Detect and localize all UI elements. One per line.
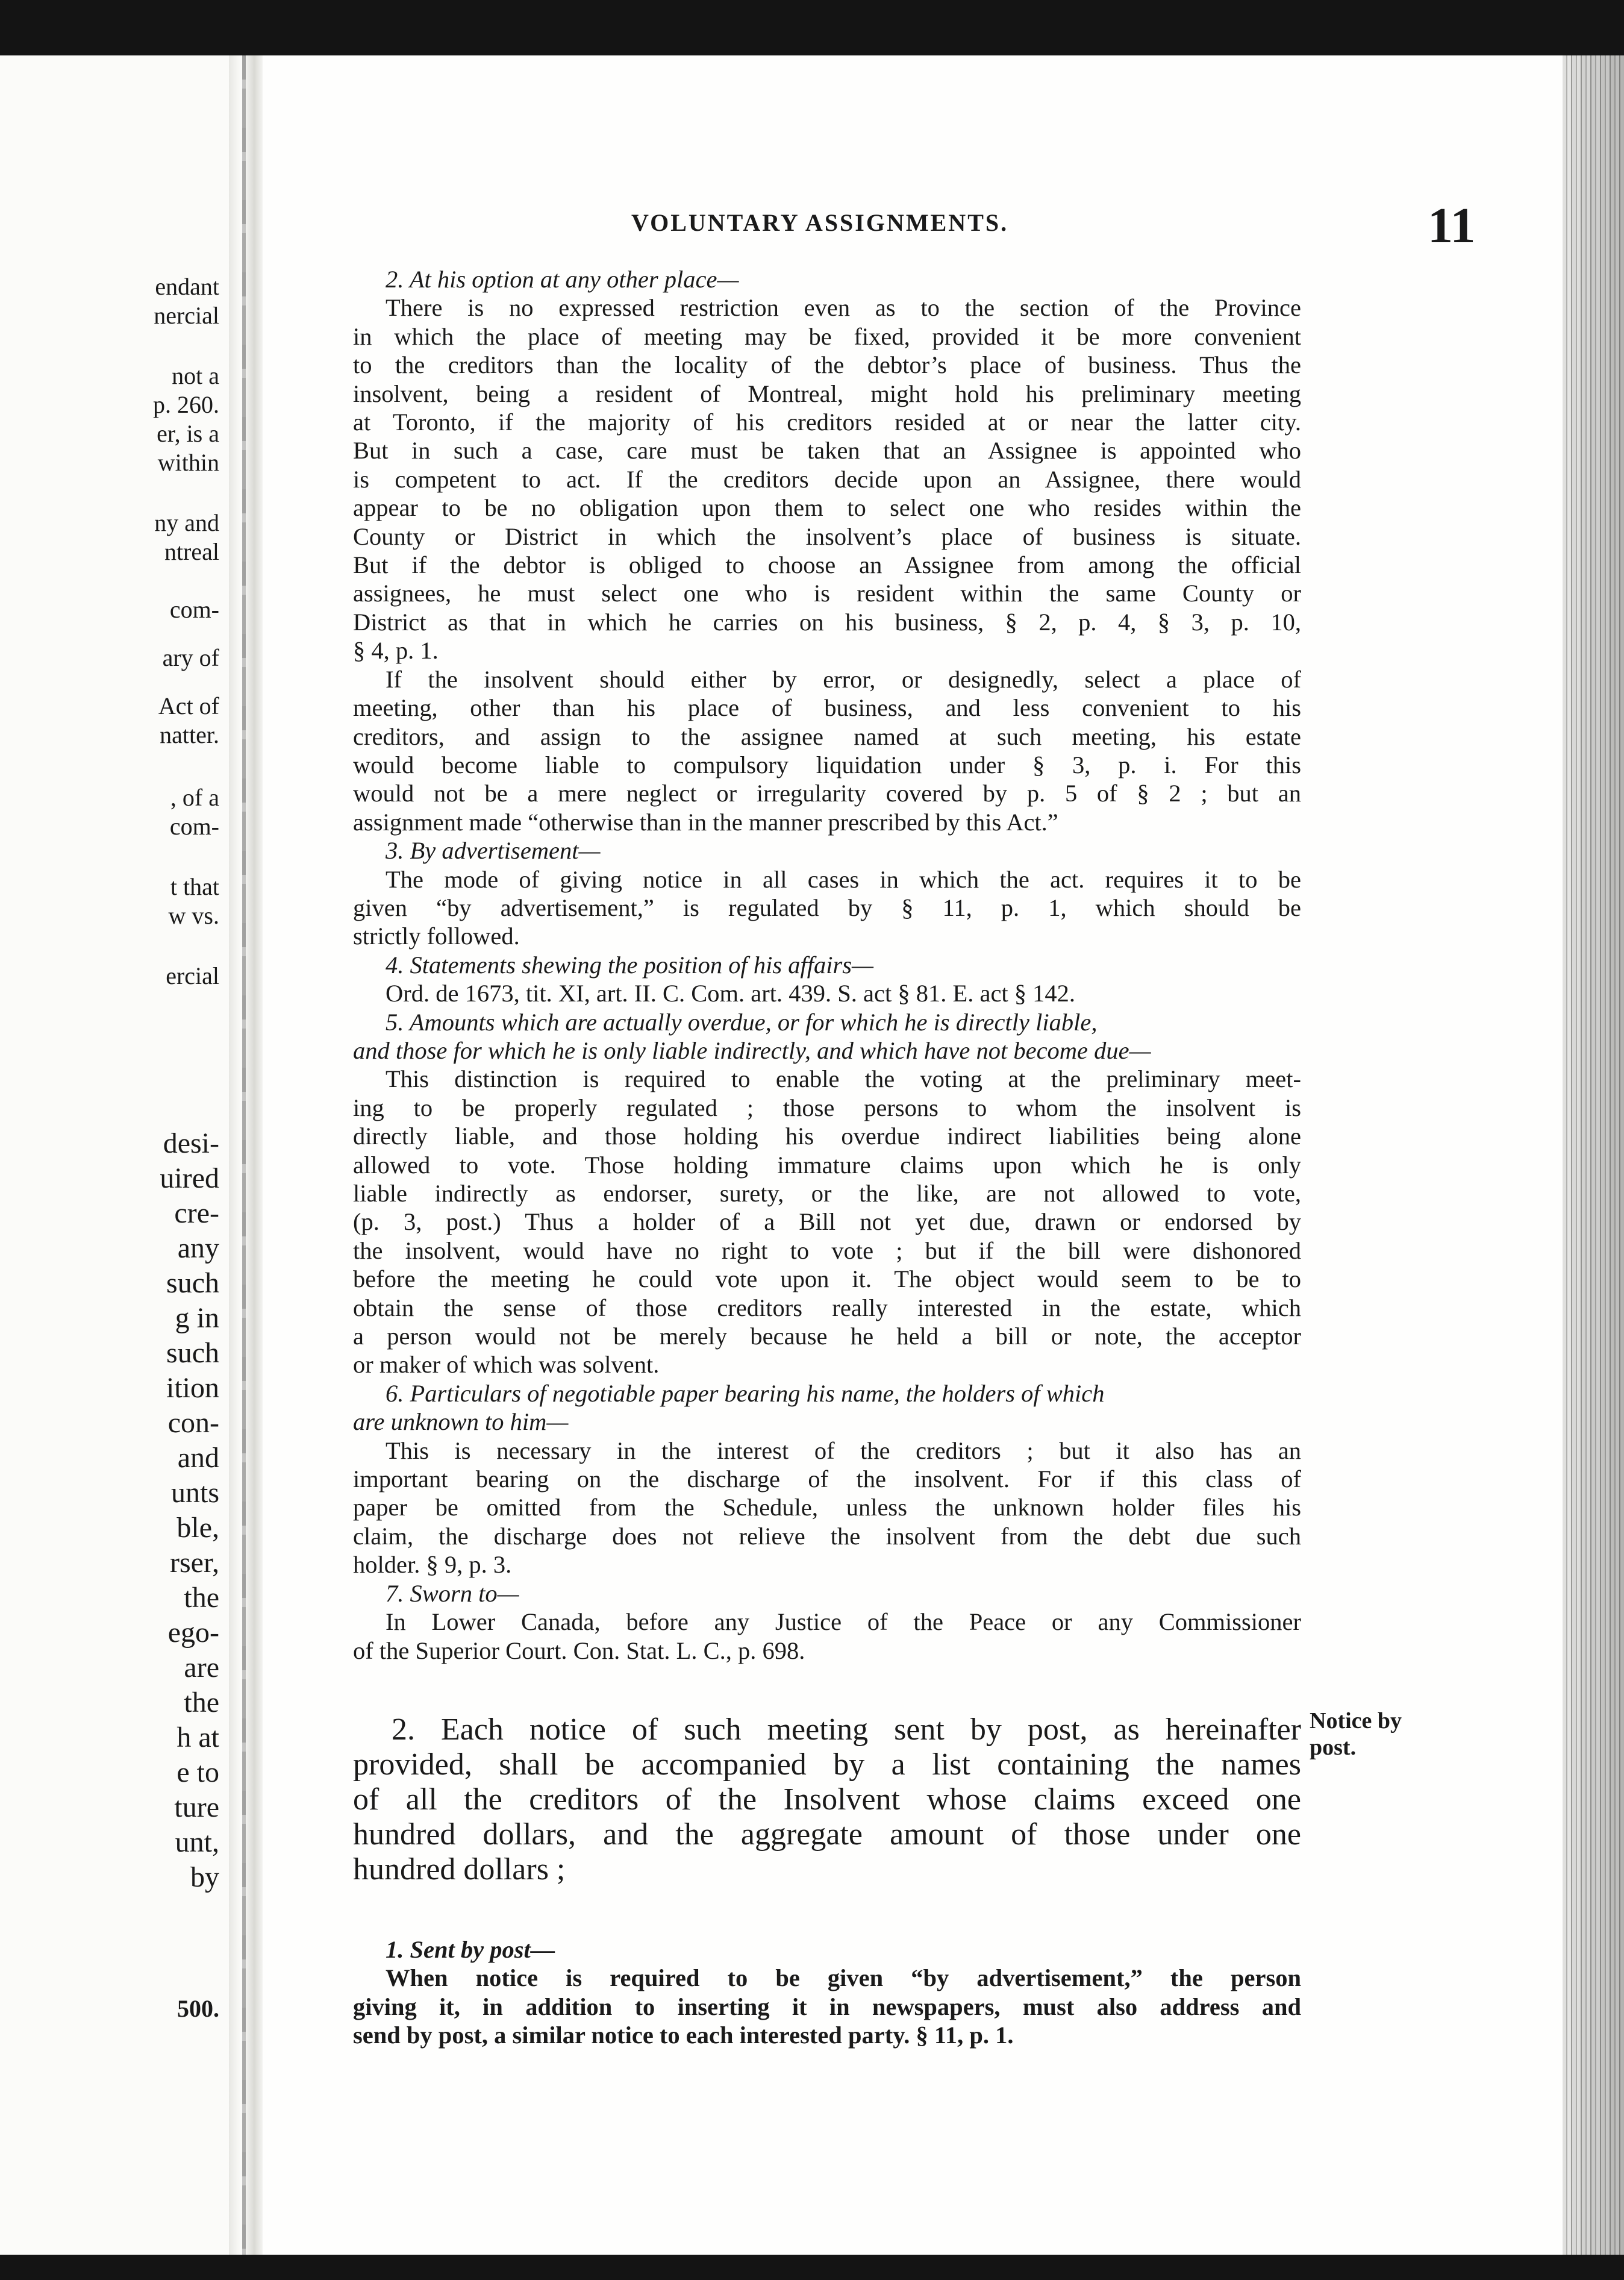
left-page-fragment: con- — [167, 1407, 219, 1439]
note-line: But in such a case, care must be taken that an Assignee is appointed who — [353, 437, 1301, 465]
left-page-fragment: any — [177, 1232, 219, 1264]
note-line: When notice is required to be given “by advertisement,” the person — [386, 1964, 1301, 1992]
left-page-fragment: er, is a — [157, 420, 219, 447]
note-line: assignees, he must select one who is resident within the same County or — [353, 580, 1301, 607]
note-line: send by post, a similar notice to each interested party. § 11, p. 1. — [353, 2022, 1014, 2049]
commentary-notes — [353, 265, 1301, 1665]
statute-section-2 — [353, 1712, 1301, 1887]
note-line: of the Superior Court. Con. Stat. L. C., p. 698. — [353, 1636, 805, 1664]
note-line: giving it, in addition to inserting it in newspapers, must also address and — [353, 1993, 1301, 2020]
note-line: liable indirectly as endorser, surety, or the like, are not allowed to vote, — [353, 1180, 1301, 1207]
note-line: (p. 3, post.) Thus a holder of a Bill not yet due, drawn or endorsed by — [353, 1208, 1301, 1236]
note-line: In Lower Canada, before any Justice of the Peace or any Commissioner — [386, 1608, 1301, 1636]
note-line: But if the debtor is obliged to choose an Assignee from among the official — [353, 551, 1301, 579]
note-line: given “by advertisement,” is regulated by § 11, p. 1, which should be — [353, 894, 1301, 921]
note-line: strictly followed. — [353, 922, 520, 950]
note-line: is competent to act. If the creditors decide upon an Assignee, there would — [353, 465, 1301, 493]
left-page-fragment: ture — [174, 1791, 219, 1823]
note-line: to the creditors than the locality of the debtor’s place of business. Thus the — [353, 351, 1301, 379]
page-number: 11 — [1428, 198, 1476, 254]
note-line: in which the place of meeting may be fixed, provided it be more convenient — [353, 322, 1301, 350]
left-page-fragment: ercial — [166, 962, 219, 989]
note-line: 2. At his option at any other place— — [386, 266, 739, 293]
statute-line: provided, shall be accompanied by a list containing the names — [353, 1747, 1301, 1782]
left-page-fragment: and — [177, 1442, 219, 1474]
statute-line: of all the creditors of the Insolvent whose claims exceed one — [353, 1782, 1301, 1817]
commentary-notes-bold — [353, 1935, 1301, 2050]
statute-line: 2. Each notice of such meeting sent by post, as hereinafter — [392, 1712, 1301, 1747]
note-line: the insolvent, would have no right to vote ; but if the bill were dishonored — [353, 1236, 1301, 1264]
left-page-fragment: ny and — [154, 509, 219, 536]
left-page-fragment: such — [166, 1337, 219, 1369]
note-line: 1. Sent by post— — [386, 1936, 555, 1963]
note-line: allowed to vote. Those holding immature claims upon which he is only — [353, 1151, 1301, 1179]
left-page-fragment: unts — [170, 1477, 219, 1509]
left-page-fragment: are — [184, 1652, 219, 1683]
left-page-fragment: rser, — [169, 1547, 219, 1579]
marginal-note: Notice by post. — [1310, 1708, 1402, 1760]
left-page-fragment: ition — [166, 1372, 219, 1404]
left-page-fragment: Act of — [158, 692, 219, 719]
note-line: important bearing on the discharge of the insolvent. For if this class of — [353, 1465, 1301, 1493]
note-line: 4. Statements shewing the position of his affairs— — [386, 951, 874, 979]
left-page-fragment: ble, — [176, 1512, 219, 1544]
note-line: at Toronto, if the majority of his creditors resided at or near the latter city. — [353, 409, 1301, 436]
left-page-fragment: , of a — [170, 784, 219, 811]
note-line: meeting, other than his place of business, and less convenient to his — [353, 694, 1301, 722]
note-line: If the insolvent should either by error, or designedly, select a place of — [386, 665, 1301, 693]
statute-line: hundred dollars ; — [353, 1852, 566, 1887]
note-line: claim, the discharge does not relieve the insolvent from the debt due such — [353, 1522, 1301, 1550]
note-line: would become liable to compulsory liquidation under § 3, p. i. For this — [353, 751, 1301, 778]
left-page-fragment: desi- — [163, 1127, 219, 1159]
note-line: County or District in which the insolvent’s place of business is situate. — [353, 522, 1301, 550]
note-line: directly liable, and those holding his overdue indirect liabilities being alone — [353, 1123, 1301, 1150]
note-line: This is necessary in the interest of the creditors ; but it also has an — [386, 1436, 1301, 1464]
left-page-fragment: cre- — [174, 1197, 219, 1229]
left-page-fragment: g in — [175, 1302, 219, 1334]
note-line: a person would not be merely because he held a bill or note, the acceptor — [353, 1323, 1301, 1350]
left-page-fragment: ego- — [167, 1617, 219, 1649]
left-page-fragment: by — [190, 1861, 219, 1893]
note-line: § 4, p. 1. — [353, 637, 439, 665]
note-line: or maker of which was solvent. — [353, 1351, 660, 1379]
book-gutter — [229, 55, 263, 2255]
left-page-fragment: 500. — [177, 1995, 219, 2022]
note-line: There is no expressed restriction even as to the section of the Province — [386, 294, 1301, 322]
note-line: would not be a mere neglect or irregularity covered by p. 5 of § 2 ; but an — [353, 780, 1301, 807]
left-page-fragment: the — [184, 1687, 219, 1718]
note-line: The mode of giving notice in all cases in which the act. requires it to be — [386, 865, 1301, 893]
left-page-fragment: within — [157, 449, 219, 476]
page-edges — [1563, 55, 1624, 2255]
note-line: and those for which he is only liable indirectly, and which have not become due— — [353, 1036, 1151, 1064]
left-page-fragment: t that — [170, 873, 219, 900]
note-line: 7. Sworn to— — [386, 1579, 519, 1607]
note-line: District as that in which he carries on his business, § 2, p. 4, § 3, p. 10, — [353, 608, 1301, 636]
left-page-fragment: e to — [176, 1756, 219, 1788]
note-line: paper be omitted from the Schedule, unless the unknown holder files his — [353, 1494, 1301, 1521]
left-page-fragment: such — [166, 1267, 219, 1299]
note-line: obtain the sense of those creditors really interested in the estate, which — [353, 1294, 1301, 1321]
running-title: VOLUNTARY ASSIGNMENTS. — [631, 209, 1009, 236]
note-line: Ord. de 1673, tit. XI, art. II. C. Com. art. 439. S. act § 81. E. act § 142. — [386, 980, 1076, 1007]
left-page-fragment: not a — [172, 362, 219, 389]
left-page-fragment: ntreal — [164, 538, 219, 565]
note-line: holder. § 9, p. 3. — [353, 1551, 512, 1579]
statute-line: hundred dollars, and the aggregate amount of those under one — [353, 1817, 1301, 1852]
page-edges-shade — [1563, 55, 1624, 2255]
left-page-fragment: com- — [169, 596, 219, 623]
left-page-fragment: w vs. — [168, 902, 219, 929]
left-page-fragment: h at — [176, 1721, 219, 1753]
note-line: before the meeting he could vote upon it. The object would seem to be to — [353, 1265, 1301, 1293]
note-line: assignment made “otherwise than in the manner prescribed by this Act.” — [353, 808, 1058, 836]
note-line: 5. Amounts which are actually overdue, or for which he is directly liable, — [386, 1008, 1098, 1036]
left-page-fragment: natter. — [160, 721, 219, 748]
note-line: 3. By advertisement— — [386, 837, 601, 865]
binding-edge — [242, 55, 246, 2255]
left-page-fragment: com- — [169, 813, 219, 840]
note-line: insolvent, being a resident of Montreal, might hold his preliminary meeting — [353, 380, 1301, 407]
left-page-fragment: endant — [155, 273, 219, 300]
previous-page-fragment — [0, 55, 236, 2255]
note-line: 6. Particulars of negotiable paper bearing his name, the holders of which — [386, 1379, 1105, 1407]
note-line: are unknown to him— — [353, 1408, 569, 1436]
left-page-fragment: uired — [160, 1162, 219, 1194]
left-page-fragment: nercial — [154, 302, 219, 329]
left-page-fragment: ary of — [162, 644, 219, 671]
note-line: appear to be no obligation upon them to select one who resides within the — [353, 494, 1301, 522]
note-line: This distinction is required to enable the voting at the preliminary meet- — [386, 1065, 1301, 1093]
left-page-fragment: p. 260. — [153, 391, 219, 418]
note-line: creditors, and assign to the assignee named at such meeting, his estate — [353, 722, 1301, 750]
left-page-fragment: the — [184, 1582, 219, 1614]
note-line: ing to be properly regulated ; those persons to whom the insolvent is — [353, 1094, 1301, 1121]
left-page-fragment: unt, — [175, 1826, 219, 1858]
